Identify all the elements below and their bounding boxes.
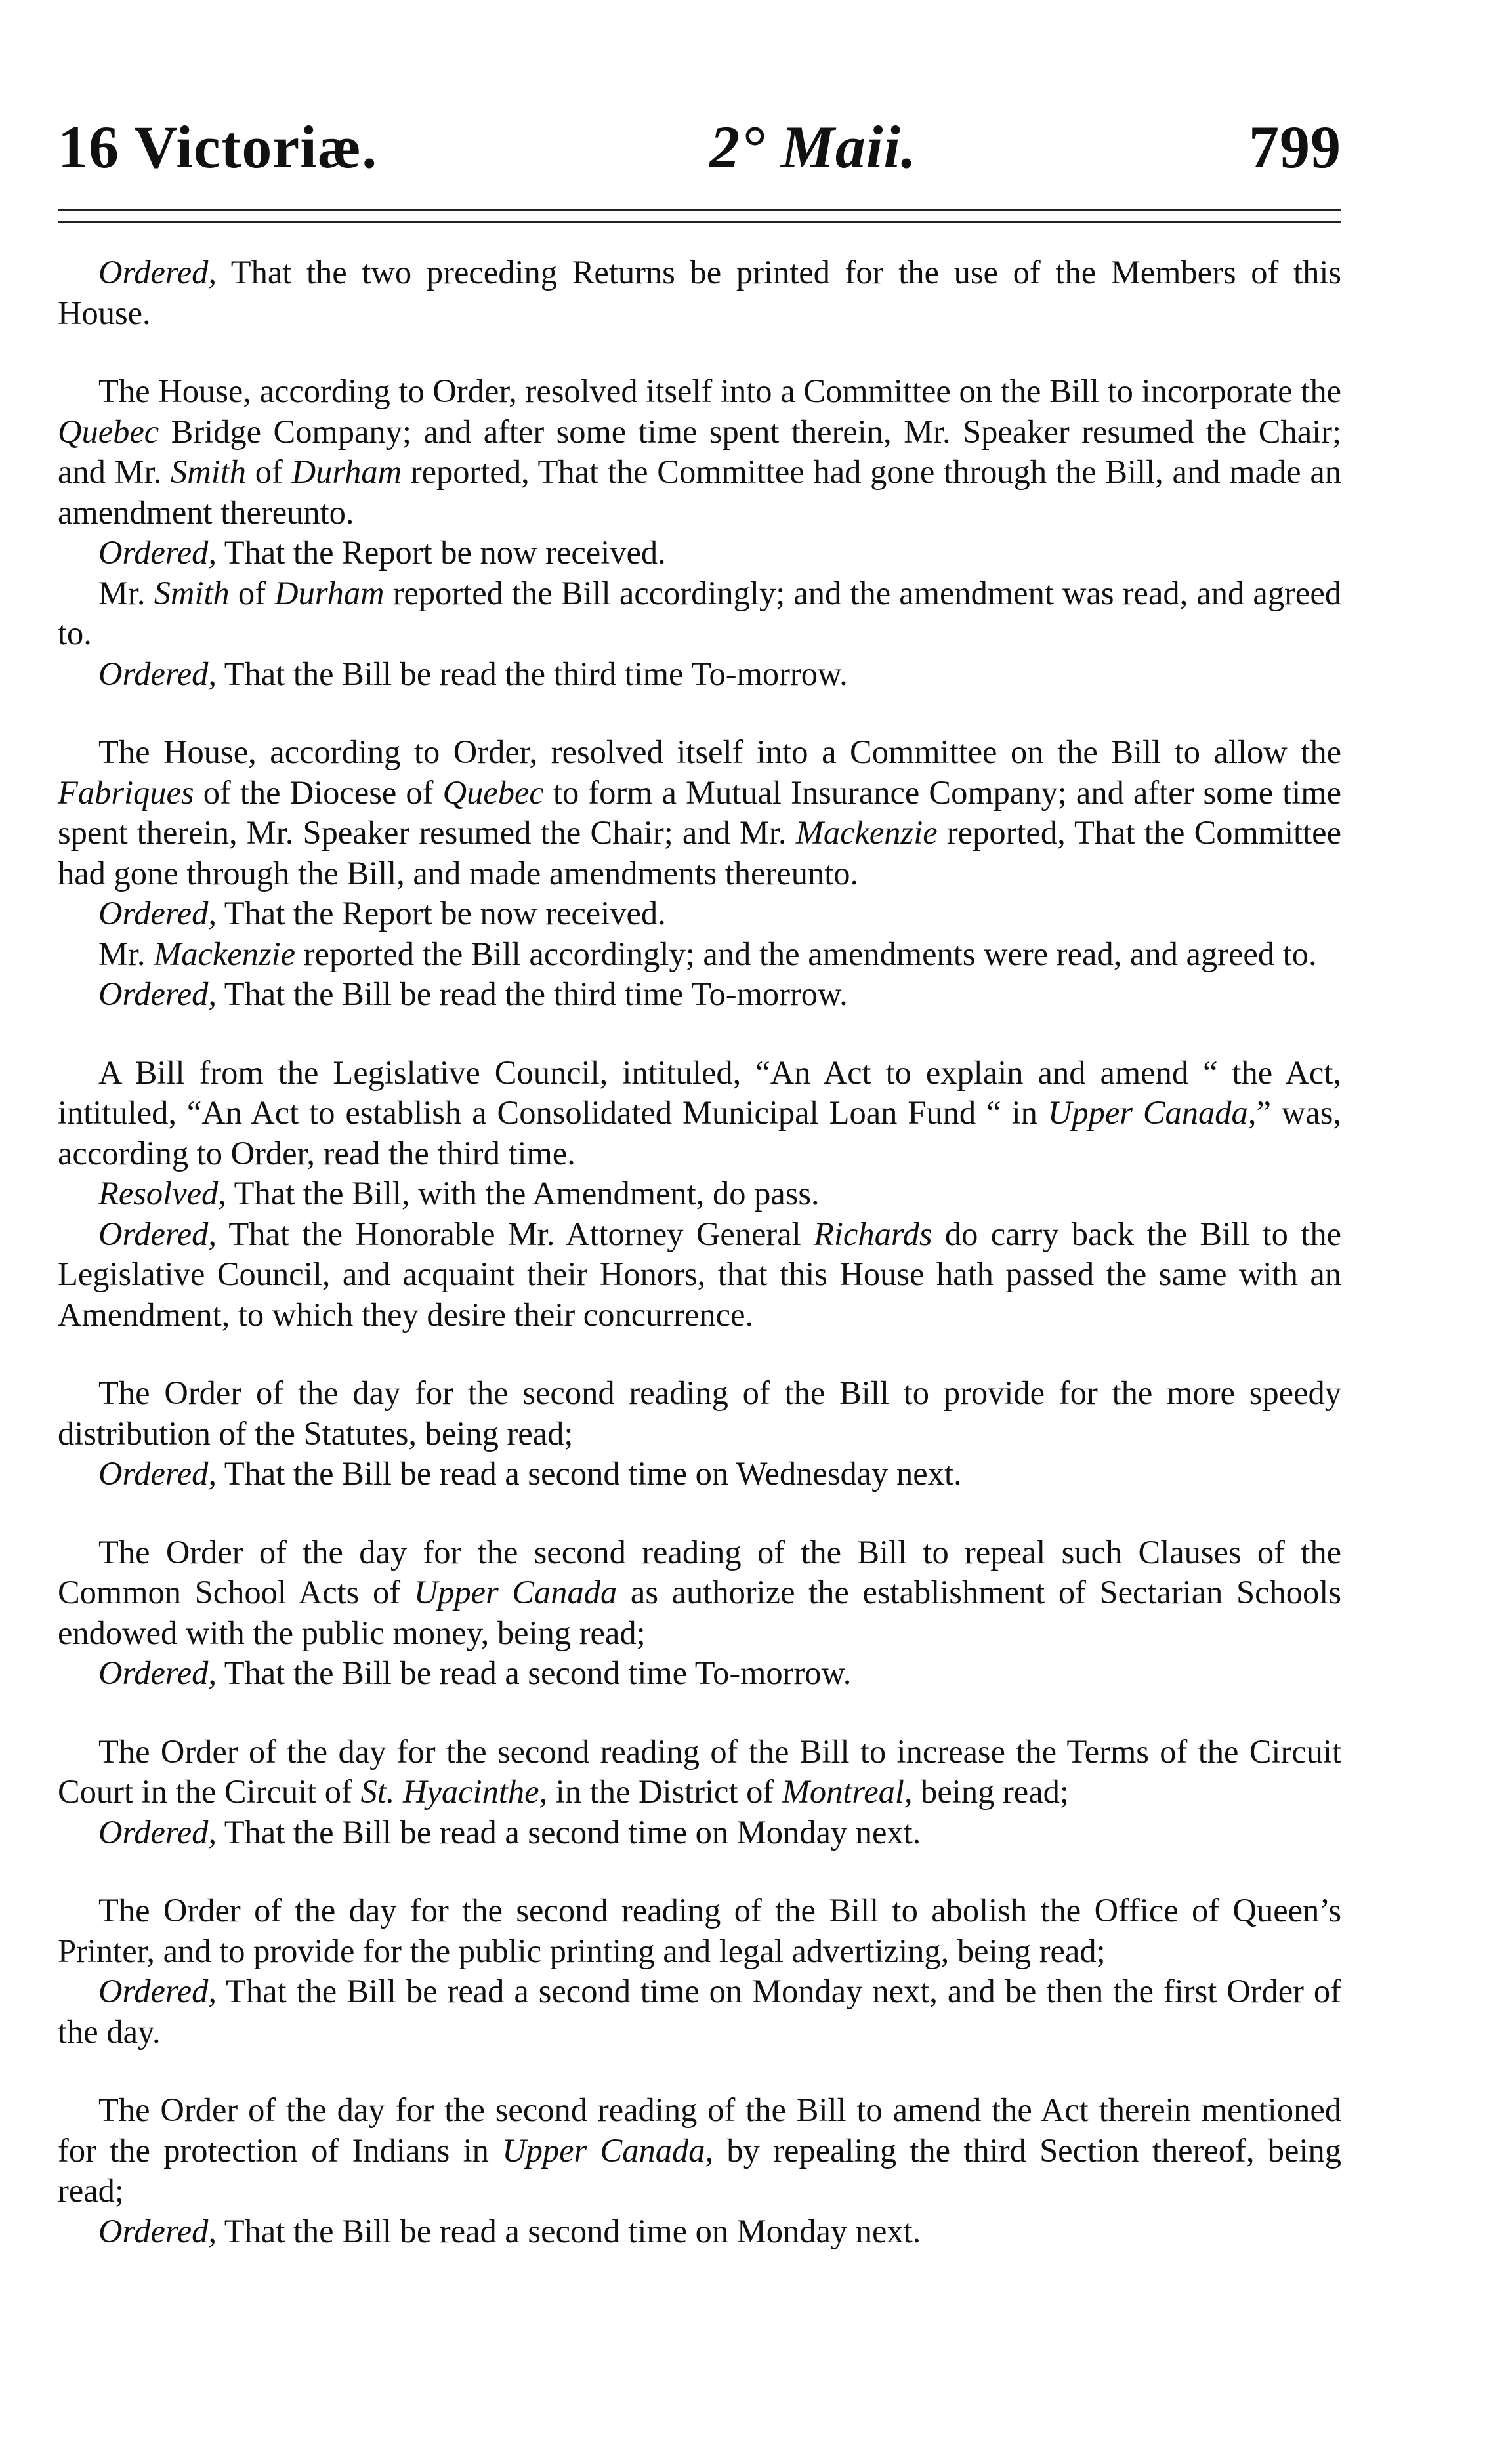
text-run: reported, That the Committee had gone through the Bill, and made an amendment thereunto. xyxy=(58,453,1341,531)
text-run: of the Diocese of xyxy=(194,773,443,811)
text-run: reported the Bill accordingly; and the amendments were read, and agreed to. xyxy=(295,935,1317,972)
entry-paragraph xyxy=(58,2090,1341,2211)
header-double-rule xyxy=(58,209,1341,223)
italic-run: Montreal, xyxy=(782,1773,913,1810)
italic-run: Upper Canada, xyxy=(502,2131,714,2169)
italic-run: Upper Canada xyxy=(413,1574,618,1611)
italic-run: St. Hyacinthe, xyxy=(360,1773,548,1810)
italic-run: Smith xyxy=(171,453,247,490)
ordered-paragraph xyxy=(58,1214,1341,1336)
journal-entry xyxy=(58,1373,1341,1494)
text-run: reported the Bill accordingly; and the amendment was read, and agreed to. xyxy=(58,574,1341,651)
journal-entry xyxy=(58,2090,1341,2251)
text-run: as authorize the establishment of Sectarian Schools endowed with the public money, being read; xyxy=(58,1574,1341,1651)
italic-run: Fabriques xyxy=(58,773,194,811)
text-run: of xyxy=(229,574,275,611)
paragraph-text: That the Bill, with the Amendment, do pass. xyxy=(226,1175,820,1212)
entry-paragraph xyxy=(58,1732,1341,1813)
text-run: Bridge Company; and after some time spent therein, Mr. Speaker resumed the Chair; and Mr. xyxy=(58,413,1341,490)
entry-paragraph xyxy=(58,1373,1341,1454)
italic-run: Mackenzie xyxy=(795,814,938,851)
entry-paragraph xyxy=(58,732,1341,893)
italic-run: Durham xyxy=(274,574,385,611)
italic-run: Mackenzie xyxy=(154,935,296,972)
journal-entry xyxy=(58,1532,1341,1694)
paragraph-text: That the two preceding Returns be printed for the use of the Members of this House. xyxy=(58,254,1341,331)
ordered-paragraph xyxy=(58,974,1341,1015)
text-run: Mr. xyxy=(98,935,154,972)
ordered-word: Ordered, xyxy=(98,895,217,932)
ordered-word: Ordered, xyxy=(98,1973,217,2009)
resolved-paragraph xyxy=(58,1174,1341,1214)
journal-entry xyxy=(58,1732,1341,1853)
italic-run: Quebec xyxy=(58,413,159,450)
ordered-paragraph xyxy=(58,253,1341,333)
text-run: of xyxy=(246,453,292,490)
ordered-word: Ordered, xyxy=(98,1215,217,1252)
entry-paragraph xyxy=(58,1532,1341,1654)
ordered-paragraph xyxy=(58,1971,1341,2052)
italic-run: Smith xyxy=(154,574,230,611)
journal-body xyxy=(58,253,1341,2289)
ordered-paragraph xyxy=(58,1813,1341,1853)
header-date: 2° Maii. xyxy=(709,113,917,180)
entry-paragraph xyxy=(58,371,1341,533)
italic-run: Quebec xyxy=(442,773,544,811)
italic-run: Upper Canada, xyxy=(1047,1094,1257,1131)
ordered-paragraph xyxy=(58,533,1341,573)
journal-entry xyxy=(58,253,1341,333)
entry-paragraph xyxy=(58,934,1341,975)
paragraph-text: That the Bill be read a second time on Monday next. xyxy=(216,2212,921,2249)
ordered-paragraph xyxy=(58,1653,1341,1694)
text-run: That the Honorable Mr. Attorney General xyxy=(216,1215,814,1252)
journal-entry xyxy=(58,371,1341,694)
text-run: by repealing the third Section thereof, being read; xyxy=(58,2131,1341,2209)
ordered-paragraph xyxy=(58,893,1341,934)
ordered-paragraph xyxy=(58,1454,1341,1494)
entry-paragraph xyxy=(58,1053,1341,1174)
ordered-word: Ordered, xyxy=(98,1455,217,1492)
paragraph-text: That the Report be now received. xyxy=(216,534,666,571)
ordered-word: Ordered, xyxy=(98,975,217,1012)
text-run: The Order of the day for the second reading of the Bill to repeal such Clauses of the Common School Acts of xyxy=(58,1533,1341,1611)
paragraph-text: That the Bill be read the third time To-morrow. xyxy=(216,655,848,692)
text-run: A Bill from the Legislative Council, intituled, “An Act to explain and amend “ the Act, intituled, “An Act to establish a Consolidated Municipal Loan Fund “ in xyxy=(58,1054,1341,1131)
text-run: The Order of the day for the second reading of the Bill to increase the Terms of the Circuit Court in the Circuit of xyxy=(58,1733,1341,1810)
journal-entry xyxy=(58,1053,1341,1336)
ordered-word: Ordered, xyxy=(98,1654,217,1691)
ordered-word: Ordered, xyxy=(98,655,217,692)
paragraph-text: That the Bill be read a second time on Monday next, and be then the first Order of the day. xyxy=(58,1973,1341,2050)
ordered-word: Ordered, xyxy=(98,1813,217,1851)
text-run: ” was, according to Order, read the third time. xyxy=(58,1094,1341,1172)
text-run: The Order of the day for the second reading of the Bill to abolish the Office of Queen’s Printer, and to provide for the public printing and legal advertizing, being read; xyxy=(58,1892,1341,1969)
header-regnal-year: 16 Victoriæ. xyxy=(58,113,378,180)
text-run: The Order of the day for the second reading of the Bill to provide for the more speedy distribution of the Statutes, being read; xyxy=(58,1374,1341,1452)
running-header xyxy=(58,112,1341,180)
text-run: The Order of the day for the second reading of the Bill to amend the Act therein mentioned for the protection of Indians in xyxy=(58,2091,1341,2169)
paragraph-text: That the Bill be read a second time To-morrow. xyxy=(216,1654,852,1691)
entry-paragraph xyxy=(58,1891,1341,1971)
paragraph-text: That the Bill be read a second time on Monday next. xyxy=(216,1813,921,1851)
ordered-word: Ordered, xyxy=(98,2212,217,2249)
italic-run: Durham xyxy=(291,453,402,490)
ordered-word: Ordered, xyxy=(98,254,217,291)
paragraph-text: That the Bill be read the third time To-morrow. xyxy=(216,975,848,1012)
journal-entry xyxy=(58,732,1341,1015)
text-run: The House, according to Order, resolved itself into a Committee on the Bill to incorporate the xyxy=(98,373,1341,409)
text-run: in the District of xyxy=(547,1773,782,1810)
text-run: to form a Mutual Insurance Company; and after some time spent therein, Mr. Speaker resumed the Chair; and Mr. xyxy=(58,773,1341,851)
ordered-paragraph xyxy=(58,2211,1341,2252)
entry-paragraph xyxy=(58,573,1341,654)
text-run: Mr. xyxy=(98,574,154,611)
italic-run: Richards xyxy=(814,1215,932,1252)
journal-entry xyxy=(58,1891,1341,2052)
ordered-word: Ordered, xyxy=(98,534,217,571)
text-run: being read; xyxy=(912,1773,1069,1810)
paragraph-text: That the Bill be read a second time on Wednesday next. xyxy=(216,1455,962,1492)
text-run: do carry back the Bill to the Legislative Council, and acquaint their Honors, that this House hath passed the same with an Amendment, to which they desire their concurrence. xyxy=(58,1215,1341,1333)
ordered-paragraph xyxy=(58,654,1341,695)
text-run: The House, according to Order, resolved itself into a Committee on the Bill to allow the xyxy=(98,733,1341,770)
text-run: reported, That the Committee had gone through the Bill, and made amendments thereunto. xyxy=(58,814,1342,892)
paragraph-text: That the Report be now received. xyxy=(216,895,666,932)
page-number: 799 xyxy=(1248,113,1341,180)
resolved-word: Resolved, xyxy=(98,1175,226,1212)
